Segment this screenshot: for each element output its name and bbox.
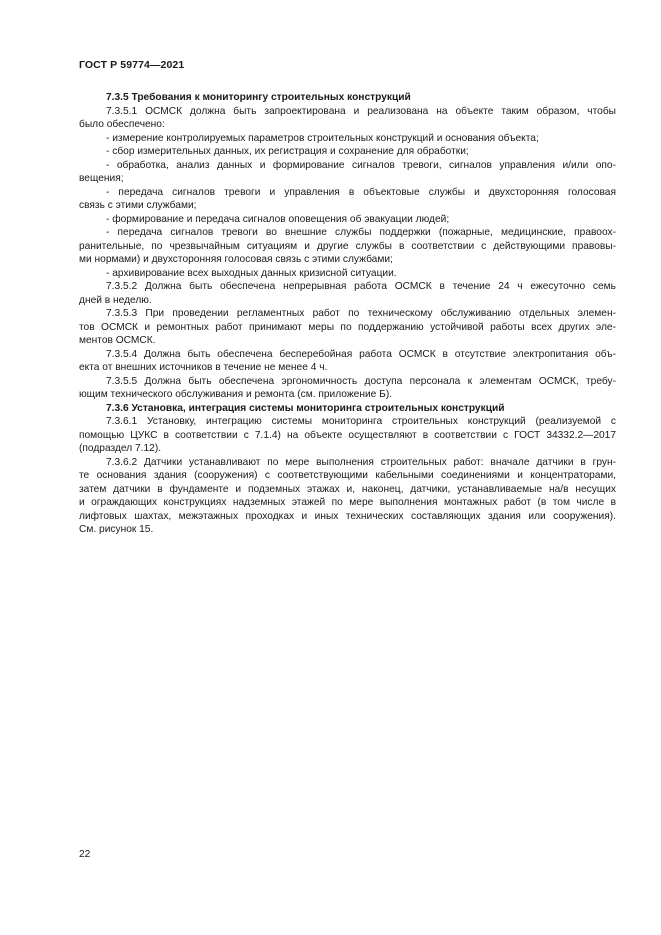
paragraph-line: ющим технического обслуживания и ремонта (см. приложение Б). — [79, 389, 393, 400]
document-standard-header: ГОСТ Р 59774—2021 — [79, 59, 185, 71]
document-body — [79, 91, 616, 537]
paragraph-line: было обеспечено: — [79, 119, 165, 130]
list-item: - передача сигналов тревоги во внешние службы поддержки (пожарные, медицинские, правоох- — [106, 227, 616, 238]
page-number: 22 — [79, 849, 91, 860]
list-item-continuation: связь с этими службами; — [79, 200, 197, 211]
paragraph-line: 7.3.5.2 Должна быть обеспечена непрерывная работа ОСМСК в течение 24 ч ежесуточно семь — [106, 281, 616, 292]
paragraph-line: те основания здания (сооружения) с соответствующими кабельными соединениями и концентраторами, — [79, 470, 616, 481]
list-item: - передача сигналов тревоги и управления в объектовые службы и двухсторонняя голосовая — [106, 186, 616, 198]
list-item-continuation: ми нормами) и двухсторонняя голосовая связь с этими службами; — [79, 254, 393, 265]
paragraph-line: 7.3.6.1 Установку, интеграцию системы мониторинга строительных конструкций (реализуемой с — [106, 416, 616, 427]
paragraph-line: тов ОСМСК и ремонтных работ принимают меры по поддержанию устойчивой работы всех других эле- — [79, 321, 616, 333]
list-item: - сбор измерительных данных, их регистрация и сохранение для обработки; — [106, 146, 469, 157]
figure-reference: См. рисунок 15. — [79, 524, 154, 535]
paragraph-line: дней в неделю. — [79, 294, 152, 306]
list-item: - измерение контролируемых параметров строительных конструкций и основания объекта; — [106, 132, 539, 144]
paragraph-line: екта от внешних источников в течение не менее 4 ч. — [79, 362, 328, 373]
section-heading-7-3-6: 7.3.6 Установка, интеграция системы мониторинга строительных конструкций — [106, 402, 505, 414]
paragraph-line: 7.3.5.3 При проведении регламентных работ по техническому обслуживанию отдельных элемен- — [106, 308, 616, 319]
paragraph-line: помощью ЦУКС в соответствии с 7.1.4) на объекте осуществляют в соответствии с ГОСТ 34332.2—2017 — [79, 429, 616, 441]
section-heading-7-3-5: 7.3.5 Требования к мониторингу строительных конструкций — [106, 92, 411, 103]
paragraph-line: и ограждающих конструкциях надземных этажей по мере выполнения монтажных работ (в том числе в — [79, 497, 616, 508]
list-item-continuation: ранительные, по чрезвычайным ситуациям и другие службы в соответствии с действующими правовы- — [79, 240, 616, 252]
paragraph-line: 7.3.5.5 Должна быть обеспечена эргономичность доступа персонала к элементам ОСМСК, требу- — [106, 375, 616, 387]
paragraph-line: 7.3.5.1 ОСМСК должна быть запроектирована и реализована на объекте таким образом, чтобы — [106, 105, 616, 117]
paragraph-line: 7.3.5.4 Должна быть обеспечена бесперебойная работа ОСМСК в отсутствие электропитания объ- — [106, 348, 616, 360]
list-item: - обработка, анализ данных и формирование сигналов тревоги, сигналов управления и/или опо- — [106, 159, 616, 171]
list-item: - формирование и передача сигналов оповещения об эвакуации людей; — [106, 213, 450, 225]
paragraph-line: 7.3.6.2 Датчики устанавливают по мере выполнения строительных работ: вначале датчики в грун- — [106, 456, 616, 468]
paragraph-line: (подраздел 7.12). — [79, 443, 162, 454]
list-item-continuation: вещения; — [79, 173, 124, 184]
paragraph-line: лифтовых шахтах, межэтажных проходках и иных технических составляющих здания или сооружения). — [79, 510, 616, 522]
paragraph-line: затем датчики в фундаменте и подземных этажах и, наконец, датчики, устанавливаемые на/в несущих — [79, 483, 616, 495]
list-item: - архивирование всех выходных данных кризисной ситуации. — [106, 267, 397, 279]
paragraph-line: ментов ОСМСК. — [79, 335, 156, 346]
